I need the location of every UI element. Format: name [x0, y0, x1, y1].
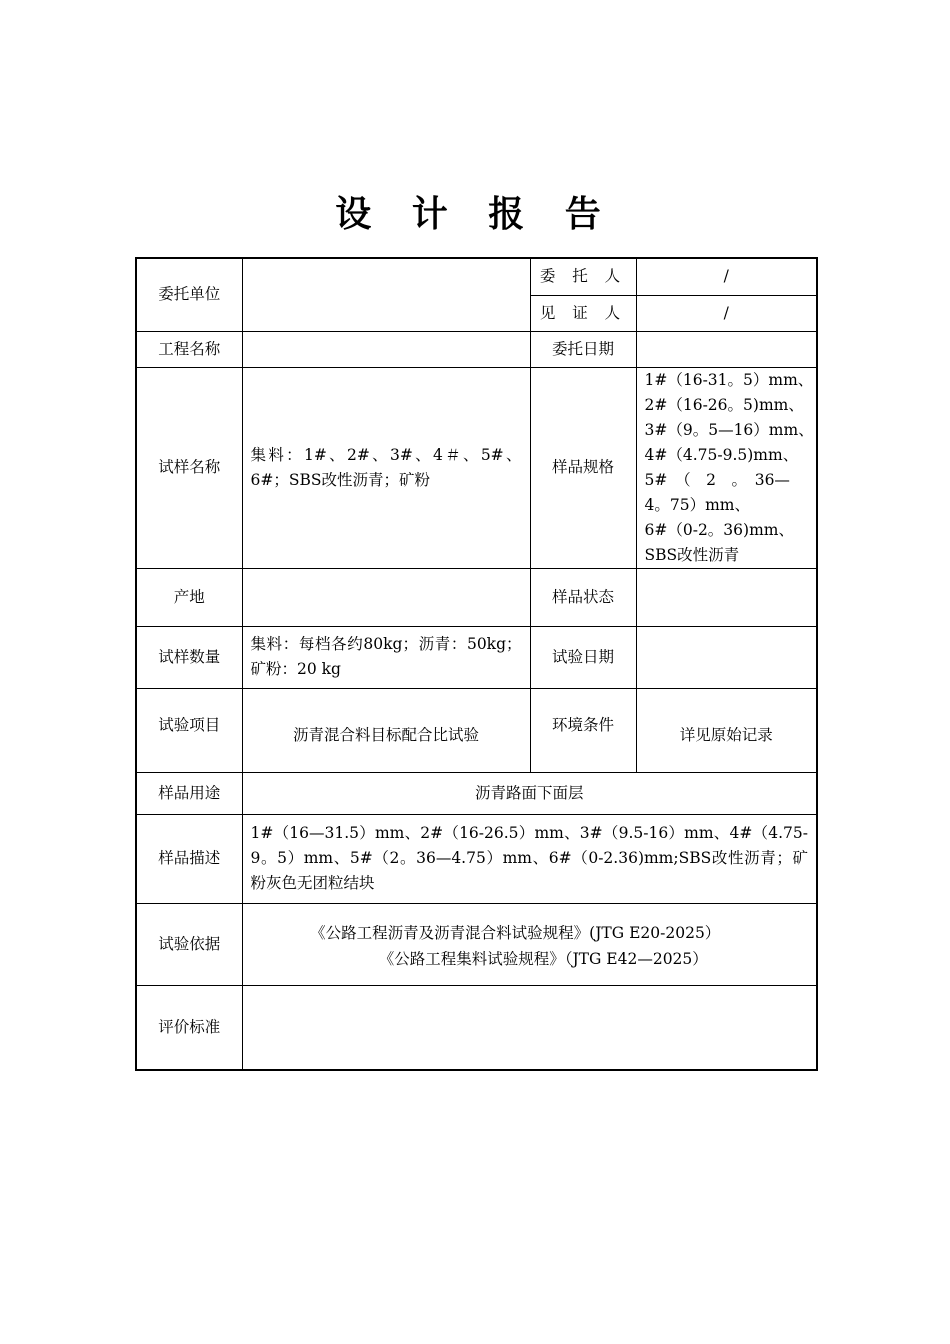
value-sample-qty: 集料：每档各约80kg；沥青：50kg；矿粉：20 kg — [242, 626, 530, 688]
value-test-item: 沥青混合料目标配合比试验 — [242, 688, 530, 772]
spec-line: 1#（16-31。5）mm、 — [644, 370, 814, 389]
value-sample-spec — [636, 367, 817, 568]
report-title: 设 计 报 告 — [335, 194, 615, 235]
label-sample-state: 样品状态 — [530, 568, 636, 626]
label-sample-name: 试样名称 — [136, 367, 242, 568]
label-test-basis: 试验依据 — [136, 903, 242, 985]
label-witness: 见 证 人 — [530, 295, 636, 331]
report-table — [135, 257, 818, 1071]
value-witness: / — [636, 295, 817, 331]
spec-line: 3#（9。5—16）mm、 — [644, 420, 814, 439]
value-sample-state — [636, 568, 817, 626]
label-client-person: 委 托 人 — [530, 258, 636, 295]
label-eval-standard: 评价标准 — [136, 985, 242, 1070]
label-entrust-date: 委托日期 — [530, 331, 636, 367]
label-environment: 环境条件 — [530, 688, 636, 772]
label-sample-qty: 试样数量 — [136, 626, 242, 688]
value-sample-use: 沥青路面下面层 — [242, 772, 817, 814]
basis-line-1: 《公路工程沥青及沥青混合料试验规程》(JTG E20-2025） — [310, 923, 721, 942]
value-entrust-date — [636, 331, 817, 367]
value-test-basis — [242, 903, 817, 985]
value-sample-name: 集料：1#、2#、3#、4＃、5#、6#；SBS改性沥青；矿粉 — [242, 367, 530, 568]
value-sample-desc: 1#（16—31.5）mm、2#（16-26.5）mm、3#（9.5-16）mm、4#（4.75-9。5）mm、5#（2。36—4.75）mm、6#（0-2.36)mm;SBS改性沥青；矿粉灰色无团粒结块 — [242, 814, 817, 903]
label-sample-desc: 样品描述 — [136, 814, 242, 903]
value-client-unit — [242, 258, 530, 331]
value-environment: 详见原始记录 — [636, 688, 817, 772]
label-test-date: 试验日期 — [530, 626, 636, 688]
value-origin — [242, 568, 530, 626]
value-project-name — [242, 331, 530, 367]
label-client-unit: 委托单位 — [136, 258, 242, 331]
value-client-person: / — [636, 258, 817, 295]
label-sample-use: 样品用途 — [136, 772, 242, 814]
spec-line: 6#（0-2。36)mm、 — [644, 520, 794, 539]
spec-line: 2#（16-26。5)mm、 — [644, 395, 804, 414]
basis-line-2: 《公路工程集料试验规程》（JTG E42—2025） — [378, 949, 708, 968]
spec-line: SBS改性沥青 — [644, 545, 740, 564]
label-project-name: 工程名称 — [136, 331, 242, 367]
value-eval-standard — [242, 985, 817, 1070]
spec-line: 5# （ 2 。 36— — [644, 470, 790, 489]
label-origin: 产地 — [136, 568, 242, 626]
spec-line: 4。75）mm、 — [644, 495, 750, 514]
value-test-date — [636, 626, 817, 688]
label-test-item: 试验项目 — [136, 688, 242, 772]
label-sample-spec: 样品规格 — [530, 367, 636, 568]
spec-line: 4#（4.75-9.5)mm、 — [644, 445, 799, 464]
